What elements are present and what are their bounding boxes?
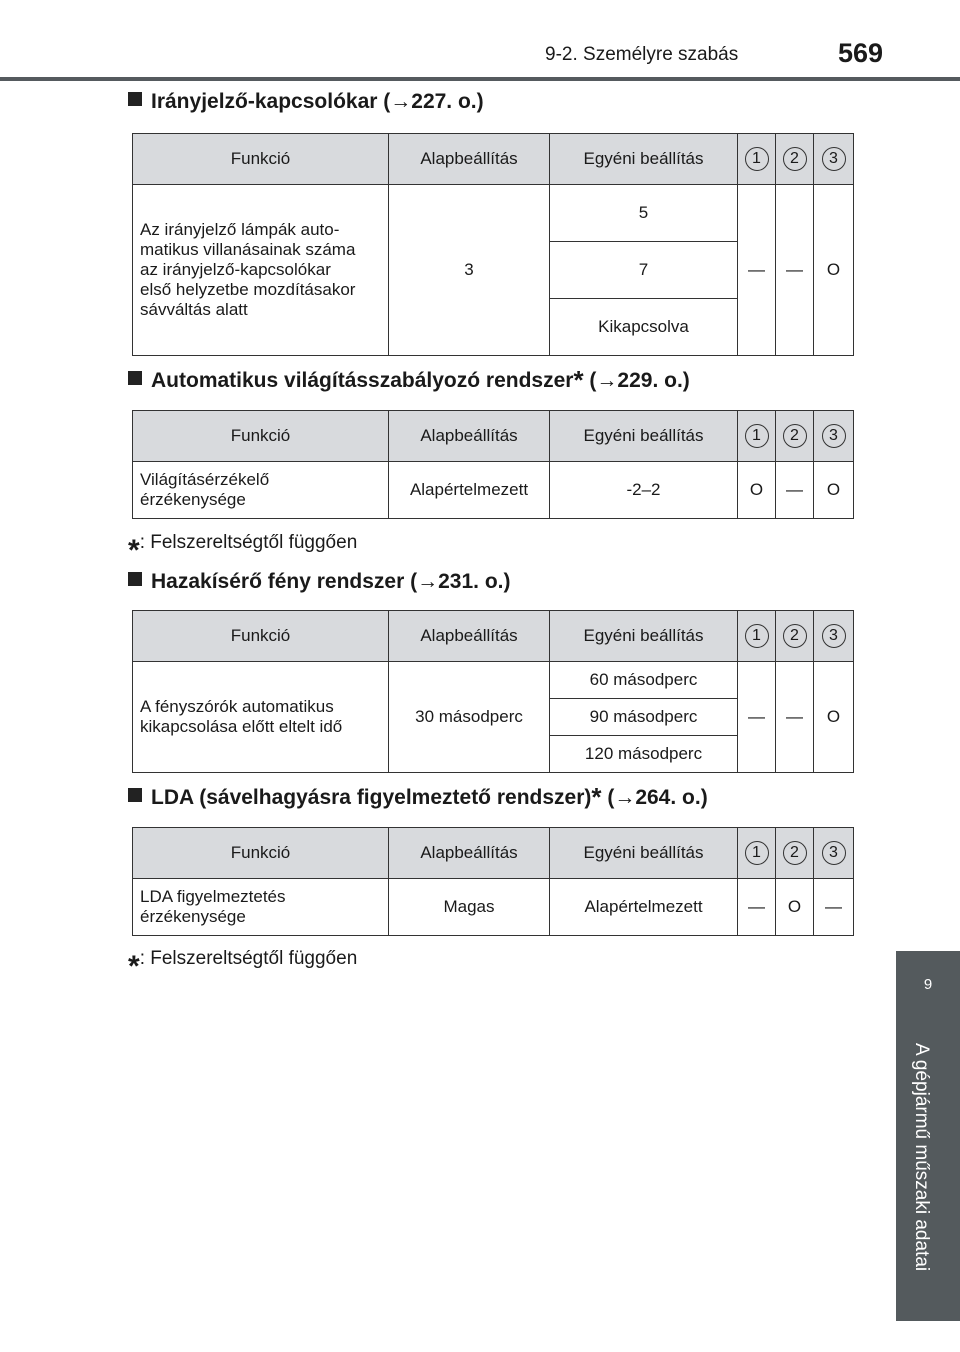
page-number: 569 bbox=[838, 38, 884, 68]
option-cell: 90 másodperc bbox=[550, 699, 738, 736]
chapter-number: 9 bbox=[923, 976, 933, 993]
table-header-row bbox=[133, 411, 854, 462]
settings-table-follow-me-home bbox=[132, 610, 854, 773]
square-bullet-icon bbox=[128, 92, 142, 106]
circled-1-icon: 1 bbox=[745, 841, 769, 865]
header-custom: Egyéni beállítás bbox=[550, 828, 738, 879]
option-cell: -2–2 bbox=[550, 462, 738, 519]
option-cell: 60 másodperc bbox=[550, 662, 738, 699]
option-cell: 7 bbox=[550, 242, 738, 299]
method-1-cell: — bbox=[738, 185, 776, 356]
function-cell: A fényszórók automatikus kikapcsolása előtt eltelt idő bbox=[133, 662, 389, 773]
header-custom: Egyéni beállítás bbox=[550, 134, 738, 185]
circled-3-icon: 3 bbox=[822, 424, 846, 448]
circled-1-icon: 1 bbox=[745, 147, 769, 171]
square-bullet-icon bbox=[128, 572, 142, 586]
option-cell: 120 másodperc bbox=[550, 736, 738, 773]
chapter-title: A gépjármű műszaki adatai bbox=[911, 1043, 932, 1272]
header-function: Funkció bbox=[133, 611, 389, 662]
header-section-title: 9-2. Személyre szabás bbox=[545, 44, 739, 65]
function-cell: Az irányjelző lámpák auto- matikus villanásainak száma az irányjelző-kapcsolókar első helyzetbe mozdításakor sávváltás alatt bbox=[133, 185, 389, 356]
table-header-row bbox=[133, 828, 854, 879]
circled-1-icon: 1 bbox=[745, 624, 769, 648]
method-1-cell: — bbox=[738, 662, 776, 773]
table-row bbox=[133, 662, 854, 699]
default-cell: Alapértelmezett bbox=[389, 462, 550, 519]
method-2-cell: O bbox=[776, 879, 814, 936]
header-function: Funkció bbox=[133, 411, 389, 462]
default-cell: 3 bbox=[389, 185, 550, 356]
circled-3-icon: 3 bbox=[822, 624, 846, 648]
method-3-cell: — bbox=[814, 879, 854, 936]
header-custom: Egyéni beállítás bbox=[550, 411, 738, 462]
section-title-follow-me-home: Hazakísérő fény rendszer (→231. o.) bbox=[128, 570, 510, 594]
circled-3-icon: 3 bbox=[822, 841, 846, 865]
footnote: *: Felszereltségtől függően bbox=[128, 532, 358, 567]
function-cell: Világításérzékelő érzékenysége bbox=[133, 462, 389, 519]
method-2-cell: — bbox=[776, 462, 814, 519]
method-3-cell: O bbox=[814, 185, 854, 356]
section-title-turn-signal: Irányjelző-kapcsolókar (→227. o.) bbox=[128, 90, 484, 114]
circled-2-icon: 2 bbox=[783, 624, 807, 648]
circled-2-icon: 2 bbox=[783, 424, 807, 448]
method-2-cell: — bbox=[776, 185, 814, 356]
table-header-row bbox=[133, 611, 854, 662]
section-title-auto-light: Automatikus világításszabályozó rendszer* (→229. o.) bbox=[128, 369, 690, 393]
method-3-cell: O bbox=[814, 662, 854, 773]
option-cell: 5 bbox=[550, 185, 738, 242]
header-divider bbox=[0, 77, 960, 81]
table-header-row bbox=[133, 134, 854, 185]
section-title-lda: LDA (sávelhagyásra figyelmeztető rendszer)* (→264. o.) bbox=[128, 786, 708, 810]
circled-2-icon: 2 bbox=[783, 147, 807, 171]
table-row bbox=[133, 462, 854, 519]
table-row bbox=[133, 185, 854, 242]
header-default: Alapbeállítás bbox=[389, 828, 550, 879]
header-custom: Egyéni beállítás bbox=[550, 611, 738, 662]
default-cell: Magas bbox=[389, 879, 550, 936]
header-default: Alapbeállítás bbox=[389, 134, 550, 185]
method-3-cell: O bbox=[814, 462, 854, 519]
circled-3-icon: 3 bbox=[822, 147, 846, 171]
settings-table-auto-light bbox=[132, 410, 854, 519]
method-1-cell: O bbox=[738, 462, 776, 519]
header-default: Alapbeállítás bbox=[389, 411, 550, 462]
settings-table-lda bbox=[132, 827, 854, 936]
circled-1-icon: 1 bbox=[745, 424, 769, 448]
settings-table-turn-signal bbox=[132, 133, 854, 356]
chapter-title-tab bbox=[896, 1031, 960, 1321]
method-2-cell: — bbox=[776, 662, 814, 773]
default-cell: 30 másodperc bbox=[389, 662, 550, 773]
footnote: *: Felszereltségtől függően bbox=[128, 948, 358, 983]
option-cell: Kikapcsolva bbox=[550, 299, 738, 356]
circled-2-icon: 2 bbox=[783, 841, 807, 865]
option-cell: Alapértelmezett bbox=[550, 879, 738, 936]
square-bullet-icon bbox=[128, 371, 142, 385]
function-cell: LDA figyelmeztetés érzékenysége bbox=[133, 879, 389, 936]
header-function: Funkció bbox=[133, 134, 389, 185]
method-1-cell: — bbox=[738, 879, 776, 936]
square-bullet-icon bbox=[128, 788, 142, 802]
header-function: Funkció bbox=[133, 828, 389, 879]
header-default: Alapbeállítás bbox=[389, 611, 550, 662]
table-row bbox=[133, 879, 854, 936]
